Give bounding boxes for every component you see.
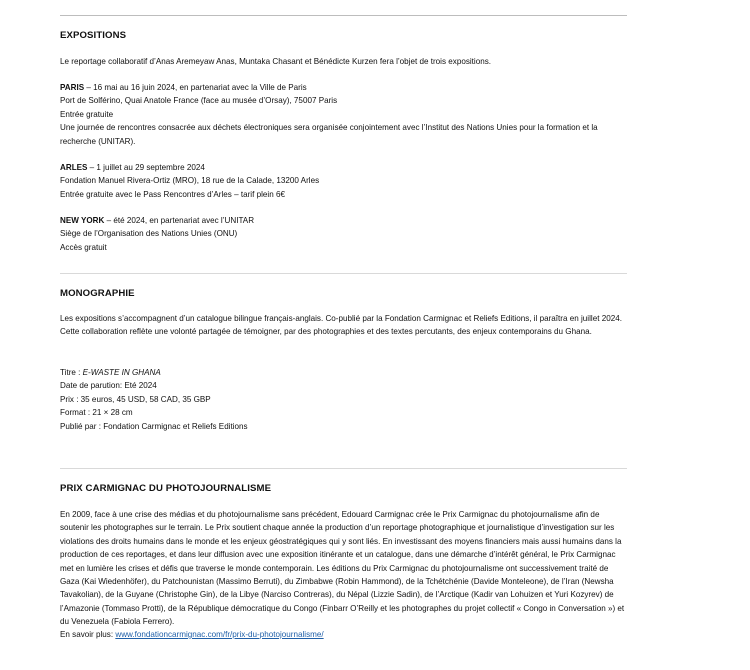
expositions-heading: EXPOSITIONS	[60, 30, 127, 41]
arles-city: ARLES	[60, 163, 88, 172]
book-title-line	[60, 366, 628, 379]
prix-body: En 2009, face à une crise des médias et du photojournalisme sans précédent, Edouard Carmignac crée le Prix Carmignac du photojournalisme afin de soutenir les photographes sur le terrain. Le Prix soutient chaque année la production d’un reportage photographique et journalistique d’investigation sur les violations des droits humains dans le monde et les enjeux géostratégiques qui y sont liés. En investissant des moyens financiers mais aussi humains dans la production de ces reportages, et dans leur diffusion avec une exposition itinérante et un catalogue, dans une démarche d’intérêt général, le Prix Carmignac met en lumière les crises et défis que traverse le monde contemporain. Les éditions du Prix Carmignac du photojournalisme ont successivement traité de Gaza (Kai Wiedenhöfer), du Patchounistan (Massimo Berruti), du Zimbabwe (Robin Hammond), de la Tchétchénie (Davide Monteleone), de l’Iran (Newsha Tavakolian), de la Guyane (Christophe Gin), de la Libye (Narciso Contreras), du Népal (Lizzie Sadin), de l’Arctique (Kadir van Lohuizen et Yuri Kozyrev) de l’Amazonie (Tommaso Protti), de la République démocratique du Congo (Finbarr O’Reilly et les photographes du projet collectif « Congo in Conversation ») et du Venezuela (Fabiola Ferrero).	[60, 510, 625, 627]
arles-entry: Entrée gratuite avec le Pass Rencontres d’Arles – tarif plein 6€	[60, 189, 285, 199]
book-title-label: Titre :	[60, 368, 83, 377]
book-format: Format : 21 × 28 cm	[60, 408, 133, 418]
divider-prix	[60, 468, 627, 469]
monographie-intro: Les expositions s’accompagnent d’un catalogue bilingue français-anglais. Co-publié par la Fondation Carmignac et Reliefs Editions, il paraîtra en juillet 2024. Cette collaboration reflète une volonté partagée de témoigner, par des photographies et des textes percutants, des enjeux contemporains du Ghana.	[60, 314, 622, 337]
book-price: Prix : 35 euros, 45 USD, 58 CAD, 35 GBP	[60, 394, 211, 404]
monographie-details	[60, 366, 628, 433]
book-title: E-WASTE IN GHANA	[82, 368, 161, 377]
prix-more-link[interactable]: www.fondationcarmignac.com/fr/prix-du-photojournalisme/	[115, 630, 324, 639]
newyork-city: NEW YORK	[60, 216, 105, 225]
newyork-line	[60, 214, 628, 227]
book-date: Date de parution: Eté 2024	[60, 381, 157, 391]
prix-more-line	[60, 628, 628, 641]
newyork-entry: Accès gratuit	[60, 242, 107, 252]
paris-address: Port de Solférino, Quai Anatole France (face au musée d’Orsay), 75007 Paris	[60, 96, 338, 106]
prix-more-label: En savoir plus:	[60, 630, 116, 639]
paris-city: PARIS	[60, 83, 85, 92]
paris-dates: – 16 mai au 16 juin 2024, en partenariat avec la Ville de Paris	[84, 83, 307, 92]
book-publisher: Publié par : Fondation Carmignac et Reliefs Editions	[60, 421, 248, 431]
arles-line	[60, 161, 628, 174]
paris-block	[60, 81, 628, 148]
newyork-dates: – été 2024, en partenariat avec l’UNITAR	[104, 216, 255, 225]
arles-block	[60, 161, 628, 201]
top-divider	[60, 15, 627, 16]
arles-address: Fondation Manuel Rivera-Ortiz (MRO), 18 rue de la Calade, 13200 Arles	[60, 176, 320, 186]
divider-monographie	[60, 273, 627, 274]
paris-entry: Entrée gratuite	[60, 109, 114, 119]
prix-heading: PRIX CARMIGNAC DU PHOTOJOURNALISME	[60, 483, 272, 494]
paris-note: Une journée de rencontres consacrée aux déchets électroniques sera organisée conjointement avec l’Institut des Nations Unies pour la formation et la recherche (UNITAR).	[60, 123, 598, 146]
monographie-heading: MONOGRAPHIE	[60, 288, 135, 299]
paris-line	[60, 81, 628, 94]
arles-dates: – 1 juillet au 29 septembre 2024	[87, 163, 205, 172]
newyork-address: Siège de l’Organisation des Nations Unies (ONU)	[60, 229, 238, 239]
expositions-intro: Le reportage collaboratif d’Anas Aremeyaw Anas, Muntaka Chasant et Bénédicte Kurzen fera l’objet de trois expositions.	[60, 57, 492, 66]
newyork-block	[60, 214, 628, 254]
